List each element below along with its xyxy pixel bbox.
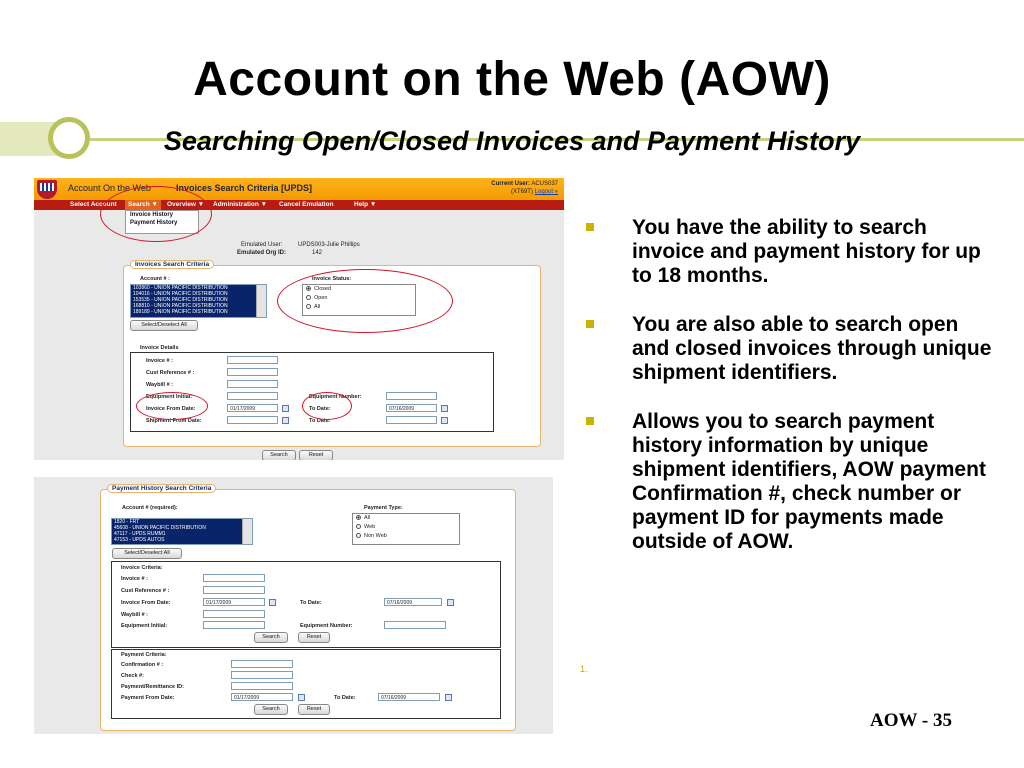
calendar-icon[interactable]	[441, 405, 448, 412]
invoice-reset-button[interactable]: Reset	[298, 632, 330, 643]
shipment-from-date-label: Shipment From Date:	[146, 418, 202, 424]
logout-link[interactable]: Logout »	[534, 189, 558, 195]
waybill-label: Waybill # :	[146, 382, 173, 388]
to-date-label: To Date:	[309, 406, 331, 412]
waybill-input[interactable]	[227, 380, 278, 388]
calendar-icon[interactable]	[282, 405, 289, 412]
equipment-number-label: Equipment Number:	[309, 394, 362, 400]
calendar-icon[interactable]	[282, 417, 289, 424]
account-listbox[interactable]	[130, 284, 267, 318]
list-item[interactable]: 104016 - UNION PACIFIC DISTRIBUTION	[133, 291, 228, 297]
equipment-initial-label: Equipment Initial:	[146, 394, 193, 400]
equipment-number-label: Equipment Number:	[300, 623, 353, 629]
nav-help[interactable]: Help ▼	[354, 201, 377, 208]
cust-reference-label: Cust Reference # :	[146, 370, 195, 376]
bullet-square-icon	[586, 223, 594, 231]
invoice-search-button[interactable]: Search	[254, 632, 288, 643]
check-input[interactable]	[231, 671, 293, 679]
slide-number: AOW - 35	[870, 710, 952, 731]
status-all-radio[interactable]: All	[303, 303, 415, 312]
payment-history-legend: Payment History Search Criteria	[107, 484, 216, 493]
nav-administration[interactable]: Administration ▼	[213, 201, 268, 208]
invoices-criteria-legend: Invoices Search Criteria	[130, 260, 214, 269]
app-name: Account On the Web	[68, 183, 151, 193]
highlight-ellipse-invoice-status	[277, 269, 453, 333]
type-web-radio[interactable]: Web	[353, 523, 459, 532]
invoice-search-screenshot	[34, 178, 564, 460]
current-user-label: Current User:	[491, 181, 530, 187]
list-item[interactable]: 189189 - UNION PACIFIC DISTRIBUTION	[133, 309, 228, 315]
bullet-item	[582, 410, 992, 554]
invoice-from-date-label: Invoice From Date:	[121, 600, 171, 606]
remittance-id-label: Payment/Remittance ID:	[121, 684, 184, 690]
confirmation-label: Confirmation # :	[121, 662, 164, 668]
highlight-ellipse-search-menu	[100, 186, 212, 242]
invoice-input[interactable]	[203, 574, 265, 582]
bullet-square-icon	[586, 320, 594, 328]
equipment-initial-label: Equipment Initial:	[121, 623, 168, 629]
invoice-label: Invoice # :	[121, 576, 148, 582]
waybill-input[interactable]	[203, 610, 265, 618]
list-item[interactable]: 47153 - UPDS AUTOS	[114, 537, 165, 543]
payment-type-label: Payment Type:	[364, 505, 403, 511]
union-pacific-logo-icon	[37, 180, 57, 199]
highlight-ellipse-to-date	[302, 392, 352, 420]
nav-cancel-emulation[interactable]: Cancel Emulation	[279, 201, 334, 208]
payment-search-button[interactable]: Search	[254, 704, 288, 715]
invoice-input[interactable]	[227, 356, 278, 364]
equipment-number-input[interactable]	[384, 621, 446, 629]
listbox-scrollbar[interactable]	[256, 285, 266, 317]
waybill-label: Waybill # :	[121, 612, 148, 618]
bullet-text: You have the ability to search invoice and payment history for up to 18 months.	[632, 216, 981, 287]
status-open-radio[interactable]: Open	[303, 294, 415, 303]
to-date-input[interactable]: 07/16/2009	[384, 598, 442, 606]
payment-type-group	[352, 513, 460, 545]
invoice-label: Invoice # :	[146, 358, 173, 364]
calendar-icon[interactable]	[447, 599, 454, 606]
menu-item-invoice-history[interactable]: Invoice History	[130, 212, 174, 218]
bullet-list	[582, 216, 992, 579]
current-user-block	[491, 180, 558, 196]
bullet-text: Allows you to search payment history information by unique shipment identifiers, AOW payment Confirmation #, check number or payment ID for payments made outside of AOW.	[632, 410, 986, 553]
list-item[interactable]: 1820 - FRT	[114, 519, 140, 525]
slide-title: Account on the Web (AOW)	[193, 53, 831, 106]
emulated-user: UPDS003-Julie Phillips	[298, 242, 360, 248]
reset-button[interactable]: Reset	[299, 450, 333, 460]
check-label: Check #:	[121, 673, 144, 679]
invoice-criteria-label: Invoice Criteria:	[121, 565, 163, 571]
shipment-from-date-input[interactable]	[227, 416, 278, 424]
bullet-text: You are also able to search open and closed invoices through unique shipment identifiers.	[632, 313, 992, 384]
select-deselect-all-button[interactable]: Select/Deselect All	[112, 548, 182, 559]
type-all-radio[interactable]: All	[353, 514, 459, 523]
nav-overview[interactable]: Overview ▼	[167, 201, 205, 208]
payment-reset-button[interactable]: Reset	[298, 704, 330, 715]
cust-reference-input[interactable]	[227, 368, 278, 376]
equipment-initial-input[interactable]	[203, 621, 265, 629]
invoice-details-label: Invoice Details	[140, 345, 179, 351]
highlight-ellipse-invoice-from	[136, 392, 208, 420]
payment-criteria-label: Payment Criteria:	[121, 652, 167, 658]
cust-reference-input[interactable]	[203, 586, 265, 594]
status-closed-radio[interactable]: Closed	[303, 285, 415, 294]
list-item[interactable]: 168810 - UNION PACIFIC DISTRIBUTION	[133, 303, 228, 309]
page-title: Invoices Search Criteria [UPDS]	[176, 183, 313, 193]
list-item[interactable]: 47117 - UPDS RUMM1	[114, 531, 166, 537]
payment-to-date-input[interactable]: 07/16/2009	[378, 693, 440, 701]
cust-reference-label: Cust Reference # :	[121, 588, 170, 594]
to-date-input[interactable]: 07/16/2009	[386, 404, 437, 412]
payment-to-date-label: To Date:	[334, 695, 356, 701]
emulated-org-label: Emulated Org ID:	[237, 250, 287, 256]
payment-account-label: Account # (required):	[122, 505, 178, 511]
emulated-org: 142	[312, 250, 323, 256]
account-label: Account # :	[140, 276, 170, 282]
calendar-icon[interactable]	[445, 694, 452, 701]
shipment-to-date-label: To Date:	[309, 418, 331, 424]
shipment-to-date-input[interactable]	[386, 416, 437, 424]
invoice-status-label: Invoice Status:	[312, 276, 352, 282]
type-non-web-radio[interactable]: Non Web	[353, 532, 459, 541]
confirmation-input[interactable]	[231, 660, 293, 668]
calendar-icon[interactable]	[298, 694, 305, 701]
remittance-id-input[interactable]	[231, 682, 293, 690]
bullet-item	[582, 313, 992, 385]
emulated-user-label: Emulated User:	[241, 242, 283, 248]
listbox-scrollbar[interactable]	[242, 519, 252, 544]
menu-item-payment-history[interactable]: Payment History	[130, 220, 178, 226]
list-number: 1.	[580, 664, 588, 674]
list-item[interactable]: 45608 - UNION PACIFIC DISTRIBUTION	[114, 525, 206, 531]
equipment-number-input[interactable]	[386, 392, 437, 400]
invoice-from-date-label: Invoice From Date:	[146, 406, 196, 412]
invoice-from-date-input[interactable]: 01/17/2009	[227, 404, 278, 412]
calendar-icon[interactable]	[441, 417, 448, 424]
calendar-icon[interactable]	[269, 599, 276, 606]
invoice-from-date-input[interactable]: 01/17/2009	[203, 598, 265, 606]
list-item[interactable]: 103860 - UNION PACIFIC DISTRIBUTION	[133, 285, 228, 291]
payment-history-screenshot	[34, 477, 553, 734]
equipment-initial-input[interactable]	[227, 392, 278, 400]
slide-subtitle: Searching Open/Closed Invoices and Payment History	[163, 126, 861, 156]
payment-from-date-label: Payment From Date:	[121, 695, 175, 701]
select-deselect-all-button[interactable]: Select/Deselect All	[130, 320, 198, 331]
list-item[interactable]: 153535 - UNION PACIFIC DISTRIBUTION	[133, 297, 228, 303]
nav-select-account[interactable]: Select Account	[70, 201, 117, 208]
payment-account-listbox[interactable]	[111, 518, 253, 545]
search-button[interactable]: Search	[262, 450, 296, 460]
current-user-id: ACUS037	[531, 181, 558, 187]
to-date-label: To Date:	[300, 600, 322, 606]
payment-from-date-input[interactable]: 01/17/2009	[231, 693, 293, 701]
bullet-square-icon	[586, 417, 594, 425]
bullet-item	[582, 216, 992, 288]
current-user-sub: (XT69T)	[510, 189, 533, 195]
nav-search[interactable]: Search ▼	[125, 200, 161, 210]
